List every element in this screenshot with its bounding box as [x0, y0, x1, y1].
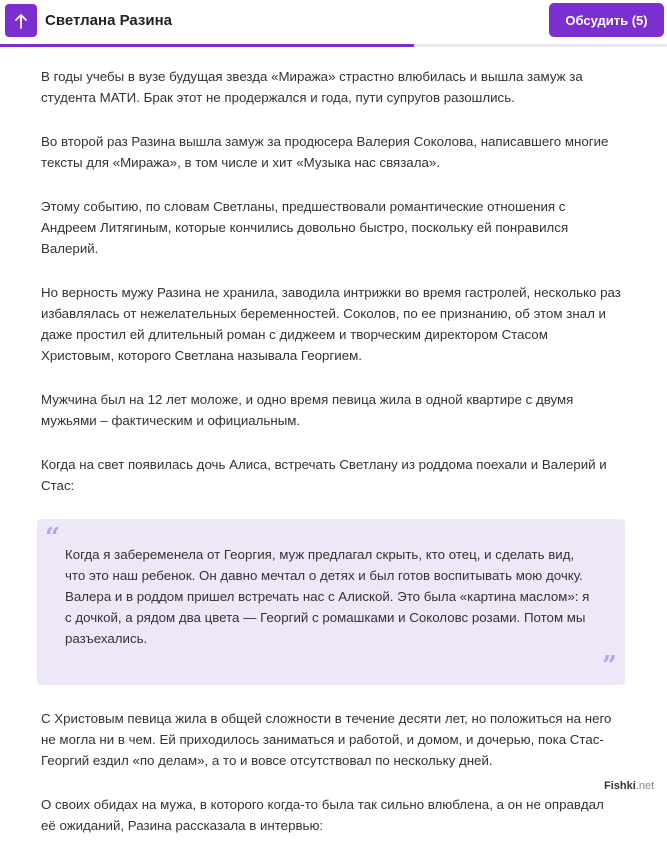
blockquote: [37, 519, 625, 685]
article-paragraph: С Христовым певица жила в общей сложности в течение десяти лет, но положиться на него не могла ни в чем. Ей приходилось заниматься и работой, и домом, и дочерью, пока Стас-Георгий ездил «по делам», а то и вовсе отсутствовал по нескольку дней.: [41, 711, 612, 768]
article-paragraph: Но верность мужу Разина не хранила, заводила интрижки во время гастролей, несколько раз избавлялась от нежелательных беременностей. Соколов, по ее признанию, об этом знал и даже простил ей длительный роман с диджеем и творческим директором Стасом Христовым, которого Светлана называла Георгием.: [41, 285, 621, 363]
close-quote-icon: ”: [602, 651, 617, 681]
article-paragraph: Во второй раз Разина вышла замуж за продюсера Валерия Соколова, написавшего многие тексты для «Миража», в том числе и хит «Музыка нас связала».: [41, 134, 609, 170]
article-paragraph: В годы учебы в вузе будущая звезда «Миража» страстно влюбилась и вышла замуж за студента МАТИ. Брак этот не продержался и года, пути супругов разошлись.: [41, 69, 583, 105]
article-title: Светлана Разина: [45, 12, 173, 29]
article-paragraph: О своих обидах на мужа, в которого когда-то была так сильно влюблена, а он не оправдал её ожиданий, Разина рассказала в интервью:: [41, 797, 604, 833]
site-watermark: [604, 780, 654, 792]
article-paragraph: Мужчина был на 12 лет моложе, и одно время певица жила в одной квартире с двумя мужьями – фактическим и официальным.: [41, 392, 574, 428]
article-paragraph: Этому событию, по словам Светланы, предшествовали романтические отношения с Андреем Литягиным, которые кончились довольно быстро, поскольку ей понравился Валерий.: [41, 199, 569, 256]
watermark-tail: .net: [635, 780, 655, 792]
scroll-top-button[interactable]: [5, 4, 37, 37]
arrow-up-icon: [14, 13, 28, 29]
open-quote-icon: “: [45, 523, 60, 553]
reading-progress-bar: [0, 44, 667, 47]
watermark-main: Fishki: [604, 780, 636, 792]
reading-progress-fill: [0, 44, 414, 47]
article-paragraph: Когда на свет появилась дочь Алиса, встречать Светлану из роддома поехали и Валерий и Стас:: [41, 457, 607, 493]
quote-text: Когда я забеременела от Георгия, муж предлагал скрыть, кто отец, и сделать вид, что это наш ребенок. Он давно мечтал о детях и был готов воспитывать мою дочку. Валера и в роддом пришел встречать нас с Алиской. Это была «картина маслом»: я с дочкой, а рядом два цвета — Георгий с ромашками и Соколовс розами. Потом мы разъехались.: [65, 547, 590, 646]
article-body: [41, 66, 621, 859]
discuss-button[interactable]: Обсудить (5): [549, 3, 664, 37]
top-bar: [0, 0, 667, 47]
